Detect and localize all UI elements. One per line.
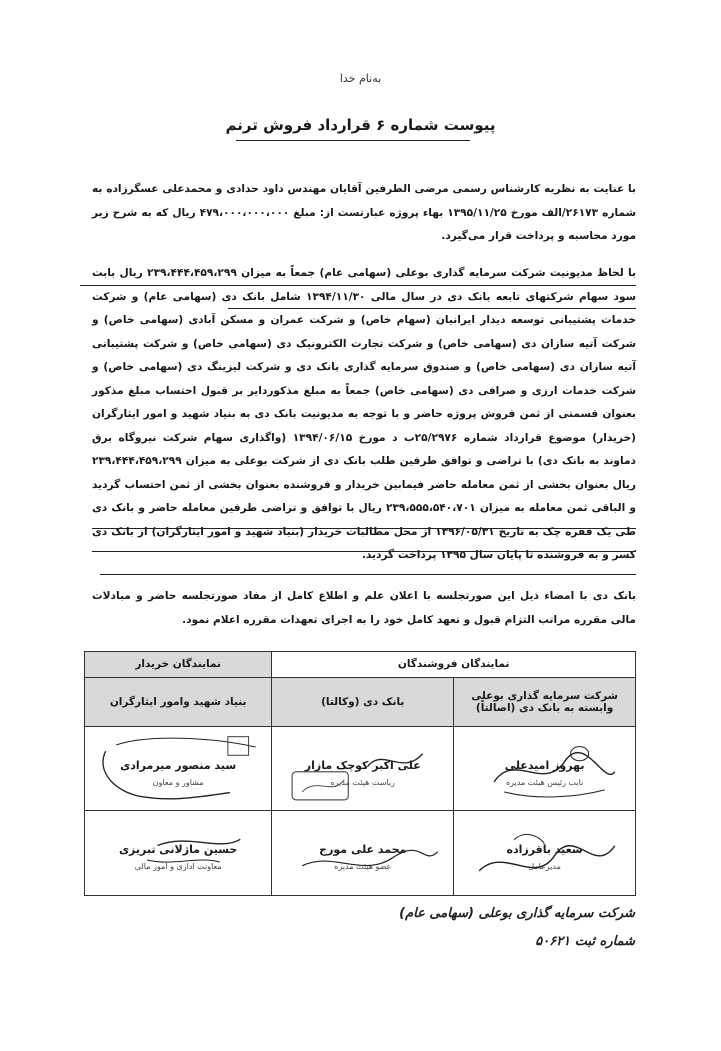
column-bank-dey: بانک دی (وکالتا): [272, 677, 454, 726]
handwritten-underline: [100, 574, 636, 575]
signature-cell: [272, 726, 454, 811]
signer-name: محمد علی مورج: [319, 843, 407, 857]
handwritten-underline: [80, 285, 636, 286]
column-boali: شرکت سرمایه گذاری بوعلی وابسته به بانک دی (اصالتاً): [454, 677, 636, 726]
seller-representatives-header: نمایندگان فروشندگان: [272, 652, 636, 678]
signature-cell: [272, 811, 454, 896]
buyer-representatives-header: نمایندگان خریدار: [85, 652, 272, 678]
signer-role: نایب رئیس هیئت مدیره: [505, 777, 584, 787]
signer-name: سعید باقرزاده: [506, 843, 583, 857]
handwritten-underline: [92, 551, 636, 552]
basmala: به‌نام خدا: [339, 72, 382, 85]
company-stamp-name: شرکت سرمایه گذاری بوعلی (سهامی عام): [399, 906, 635, 921]
paragraph-valuation: با عنایت به نظریه کارشناس رسمی مرضی الطرفین آقایان مهندس داود حدادی و محمدعلی عسگرزاده به شماره ۲۶۱۷۳/الف مورخ ۱۳۹۵/۱۱/۲۵ بهاء پروژه عبارتست از: مبلغ ۴۷۹،۰۰۰،۰۰۰،۰۰۰ ریال که به شرح زیر مورد محاسبه و پرداخت قرار می‌گیرد.: [92, 183, 636, 242]
column-martyr-foundation: بنیاد شهید وامور ایثارگران: [85, 677, 272, 726]
signer-role: معاونت اداری و امور مالی: [134, 862, 222, 872]
handwritten-underline: [228, 308, 636, 309]
signature-cell: [454, 726, 636, 811]
title-underline: [236, 140, 470, 141]
paragraph-settlement: با لحاظ مدیونیت شرکت سرمایه گذاری بوعلی (سهامی عام) جمعاً به میزان ۲۳۹،۴۴۴،۴۵۹،۲۹۹ ریال بابت سود سهام شرکتهای تابعه بانک دی در سال مالی ۱۳۹۴/۱۱/۳۰ شامل بانک دی (سهامی عام) و شرکت خدمات پشتیبانی توسعه دیدار ایرانیان (سهام خاص) و شرکت عمران و مسکن آبادی (سهامی خاص) و شرکت آتیه سازان دی (سهامی خاص) و شرکت تجارت الکترونیک دی (سهامی خاص) و شرکت پشتیبانی آتیه سازان دی (سهامی خاص) و صندوق سرمایه گذاری بانک دی و شرکت لیزینگ دی (سهامی خاص) و شرکت خدمات ارزی و صرافی دی (سهامی خاص) جمعاً به مبلغ مذکوردایر بر قبول احتساب مبلغ مذکور بعنوان قسمتی از ثمن فروش پروژه حاضر و با توجه به مدیونیت بانک دی به بنیاد شهید و امور ایثارگران (خریدار) موضوع قرارداد شماره ۲۵/۲۹۷۶ب د مورخ ۱۳۹۴/۰۶/۱۵ (واگذاری سهام شرکت نیروگاه برق دماوند به بانک دی) با تراضی و توافق طرفین طلب بانک دی از شرکت بوعلی به میزان ۲۳۹،۴۴۴،۴۵۹،۲۹۹ ریال بعنوان بخشی از ثمن معامله حاضر فیمابین خریدار و فروشنده بعنوان بخشی از ثمن احتساب گردید و الباقی ثمن معامله به میزان ۲۳۹،۵۵۵،۵۴۰،۷۰۱ ریال با توافق و تراضی طرفین معامله حاضر و بانک دی طی یک فقره چک به تاریخ ۱۳۹۶/۰۵/۳۱ از محل مطالبات خریدار (بنیاد شهید و امور ایثارگران) از بانک دی کسر و به فروشنده تا پایان سال ۱۳۹۵ پرداخت گردید.: [92, 267, 637, 561]
signer-name: بهروز امیدعلی: [504, 758, 585, 772]
company-registration-number: شماره ثبت ۵۰۶۲۱: [535, 934, 635, 949]
signer-role: ریاست هیئت مدیره: [330, 777, 395, 787]
signature-cell: [85, 811, 272, 896]
signer-name: سید منصور میرمرادی: [120, 758, 237, 772]
signer-name: علی اکبر کوچک مازار: [304, 758, 421, 772]
signer-role: عضو هیئت مدیره: [334, 862, 392, 872]
paragraph-bank-commitment: بانک دی با امضاء ذیل این صورتجلسه با اعلان علم و اطلاع کامل از مفاد صورتجلسه حاضر و مبادلات مالی مقرره مراتب التزام قبول و تعهد کامل خود را به اجرای تعهدات مقرره اعلام نمود.: [92, 590, 636, 626]
signer-role: مشاور و معاون: [152, 777, 204, 787]
handwritten-underline: [92, 528, 636, 529]
signature-cell: [85, 726, 272, 811]
signer-name: حسین ماژلانی تبریزی: [118, 843, 238, 857]
signature-table: [84, 651, 636, 896]
document-title: پیوست شماره ۶ قرارداد فروش ترنم: [225, 116, 496, 134]
signer-role: مدیرعامل: [528, 862, 561, 872]
signature-cell: [454, 811, 636, 896]
